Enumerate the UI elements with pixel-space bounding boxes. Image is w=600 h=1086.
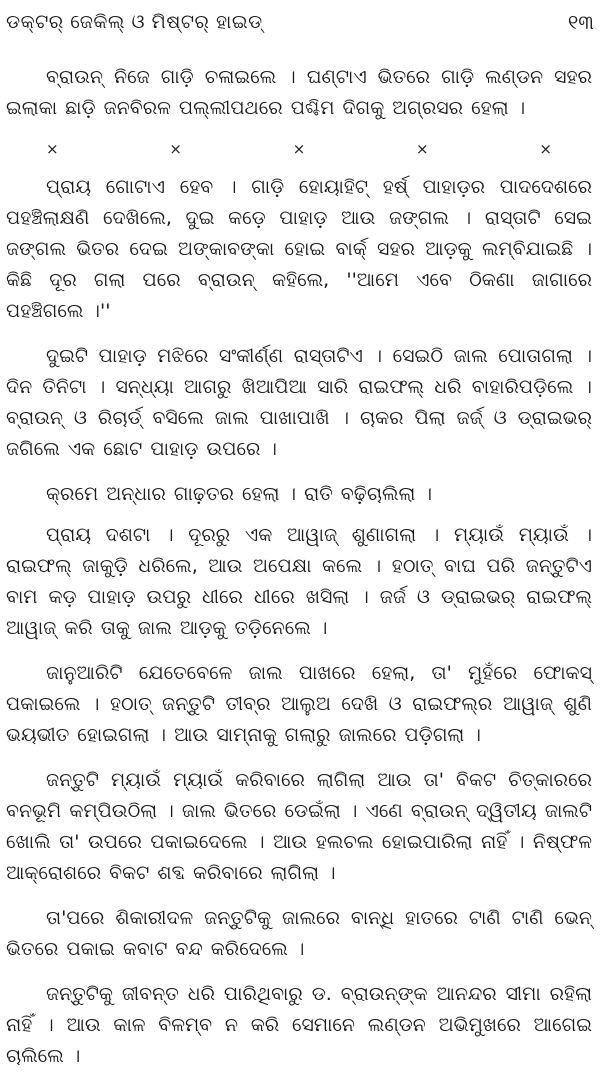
paragraph-1: ବ୍ରାଉନ୍ ନିଜେ ଗାଡ଼ି ଚଳାଇଲେ । ଘଣ୍ଟାଏ ଭିତରେ ଗାଡ଼ି ଲଣ୍ଡନ ସହର ଇଲାକା ଛାଡ଼ି ଜନବିରଳ ପଲ୍ଲୀପଥରେ ପଶ୍ଚିମ ଦିଗକୁ ଅଗ୍ରସର ହେଲା । bbox=[6, 66, 592, 119]
paragraph-6: ଜାନୁଆରିଟି ଯେତେବେଳେ ଜାଲ ପାଖରେ ହେଲା, ତା' ମୁହଁରେ ଫୋକସ୍ ପକାଇଲେ । ହଠାତ୍ ଜନ୍ତୁଟି ତୀବ୍ର ଆଲୁଅ ଦେଖି ଓ ରାଇଫଲ୍ର ଆୱାଜ୍ ଶୁଣି ଭୟଭୀତ ହୋଇଗଲା । ଆଉ ସାମ୍ନାକୁ ଗଲାରୁ ଜାଲରେ ପଡ଼ିଗଲା । bbox=[6, 662, 592, 746]
paragraph-4: କ୍ରମେ ଅନ୍ଧାର ଗାଢ଼ତର ହେଲା । ରାତି ବଢ଼ିଚାଲିଲା । bbox=[46, 483, 433, 505]
separator-mark: × bbox=[292, 140, 306, 158]
separator-mark: × bbox=[169, 140, 182, 158]
page-number: ୧୩ bbox=[567, 10, 594, 34]
paragraph-8: ତା'ପରେ ଶିକାରୀଦଳ ଜନ୍ତୁଟିକୁ ଜାଲରେ ବାନ୍ଧି ହାତରେ ଟାଣି ଟାଣି ଭେନ୍ ଭିତରେ ପକାଇ କବାଟ ବନ୍ଦ କରିଦେଲେ । bbox=[6, 907, 592, 960]
running-header bbox=[6, 8, 594, 36]
separator-mark: × bbox=[46, 140, 59, 158]
separator-mark: × bbox=[539, 140, 552, 158]
body-text bbox=[6, 62, 592, 1086]
book-title: ଡକ୍ଟର୍ ଜେକିଲ୍ ଓ ମିଷ୍ଟର୍ ହାଇଡ୍ bbox=[6, 11, 263, 33]
separator-mark: × bbox=[416, 140, 429, 158]
paragraph-7: ଜନ୍ତୁଟି ମ୍ୟାଉଁ ମ୍ୟାଉଁ କରିବାରେ ଲାଗିଲା ଆଉ ତା' ବିକଟ ଚିତ୍କାରରେ ବନଭୂମି କମ୍ପିଉଠିଲା । ଜାଲ ଭିତରେ ଡେଇଁଲା । ଏଣେ ବ୍ରାଉନ୍ ଦ୍ୱିତୀୟ ଜାଲଟି ଖୋଲି ତା' ଉପରେ ପକାଇଦେଲେ । ଆଉ ହଲଚଲ ହୋଇପାରିଲା ନାହିଁ । ନିଷ୍ଫଳ ଆକ୍ରୋଶରେ ବିକଟ ଶବ୍ଦ କରିବାରେ ଲାଗିଲା । bbox=[6, 769, 592, 884]
paragraph-9: ଜନ୍ତୁଟିକୁ ଜୀବନ୍ତ ଧରି ପାରିଥିବାରୁ ଡ. ବ୍ରାଉନ୍ଙ୍କ ଆନନ୍ଦର ସୀମା ରହିଲା ନାହିଁ । ଆଉ କାଳ ବିଳମ୍ବ ନ କରି ସେମାନେ ଲଣ୍ଡନ ଅଭିମୁଖରେ ଆଗେଇ ଚାଲିଲେ । bbox=[6, 983, 592, 1067]
section-separator bbox=[46, 134, 552, 164]
paragraph-2: ପ୍ରାୟ ଗୋଟାଏ ହେବ । ଗାଡ଼ି ହୋୟାହିଟ୍ ହର୍ଷ୍ ପାହାଡ଼ର ପାଦଦେଶରେ ପହଞ୍ଚିଲାକ୍ଷଣି ଦେଖିଲେ, ଦୁଇ କଡ଼େ ପାହାଡ଼ ଆଉ ଜଙ୍ଗଲ । ରାସ୍ତାଟି ସେଇ ଜଙ୍ଗଲ ଭିତର ଦେଇ ଅଙ୍କାବଙ୍କା ହୋଇ ବାର୍କ୍ ସହର ଆଡ଼କୁ ଲମ୍ବିଯାଇଛି । କିଛି ଦୂର ଗଲା ପରେ ବ୍ରାଉନ୍ କହିଲେ, ''ଆମେ ଏବେ ଠିକଣା ଜାଗାରେ ପହଞ୍ଚିଗଲେ ।'' bbox=[6, 176, 592, 322]
paragraph-5: ପ୍ରାୟ ଦଶଟା । ଦୂରରୁ ଏକ ଆୱାଜ୍ ଶୁଣାଗଲା । ମ୍ୟାଉଁ ମ୍ୟାଉଁ । ରାଇଫଲ୍ ଜାକୁଡ଼ି ଧରିଲେ, ଆଉ ଅପେକ୍ଷା କଲେ । ହଠାତ୍ ବାଘ ପରି ଜନ୍ତୁଟିଏ ବାମ କଡ଼ ପାହାଡ଼ ଉପରୁ ଧୀରେ ଧୀରେ ଖସିଲା । ଜର୍ଜ ଓ ଡ୍ରାଇଭର୍ ରାଇଫଲ୍ ଆୱାଜ୍ କରି ତାକୁ ଜାଲ ଆଡ଼କୁ ତଡ଼ିନେଲେ । bbox=[6, 524, 592, 639]
paragraph-3: ଦୁଇଟି ପାହାଡ଼ ମଝିରେ ସଂକୀର୍ଣ୍ଣ ରାସ୍ତାଟିଏ । ସେଇଠି ଜାଲ ପୋତାଗଲା । ଦିନ ତିନିଟା । ସନ୍ଧ୍ୟା ଆଗରୁ ଖିଆପିଆ ସାରି ରାଇଫଲ୍ ଧରି ବାହାରିପଡ଼ିଲେ । ବ୍ରାଉନ୍ ଓ ରିଚାର୍ଡ୍ ବସିଲେ ଜାଲ ପାଖାପାଖି । ଚାକର ପିଲା ଜର୍ଜ୍ ଓ ଡ୍ରାଇଭର୍ ଜଗିଲେ ଏକ ଛୋଟ ପାହାଡ଼ ଉପରେ । bbox=[6, 345, 592, 460]
